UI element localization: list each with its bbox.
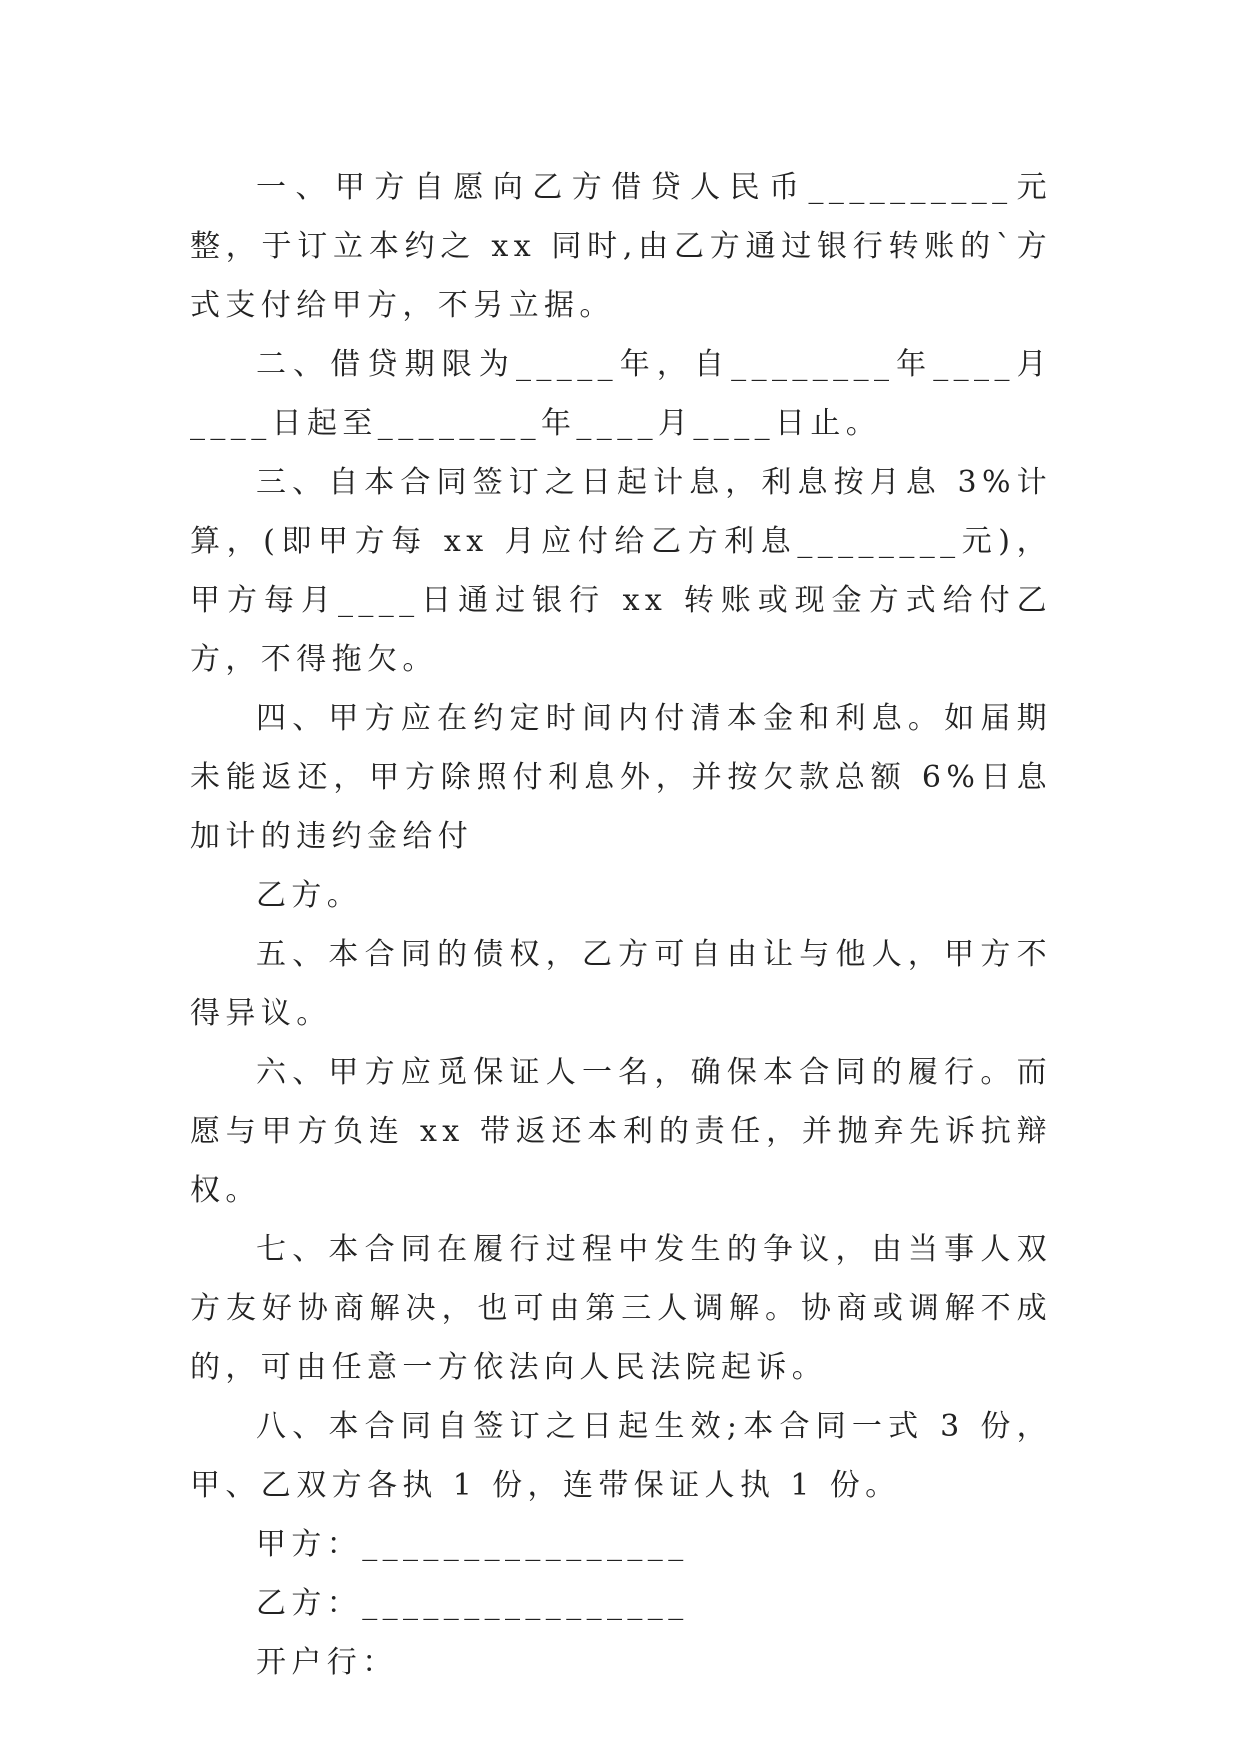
clause-1: 一、甲方自愿向乙方借贷人民币__________元整，于订立本约之 xx 同时,由乙方通过银行转账的`方式支付给甲方，不另立据。 bbox=[190, 170, 1052, 323]
signature-bank: 开户行： bbox=[256, 1645, 398, 1680]
clause-8: 八、本合同自签订之日起生效;本合同一式 3 份，甲、乙双方各执 1 份，连带保证人执 1 份。 bbox=[190, 1409, 1052, 1503]
clause-5: 五、本合同的债权，乙方可自由让与他人，甲方不得异议。 bbox=[190, 937, 1052, 1031]
signature-party-b: 乙方：________________ bbox=[256, 1586, 689, 1621]
clause-2: 二、借贷期限为_____年，自________年____月____日起至________年____月____日止。 bbox=[190, 347, 1052, 441]
clause-6: 六、甲方应觅保证人一名，确保本合同的履行。而愿与甲方负连 xx 带返还本利的责任，并抛弃先诉抗辩权。 bbox=[190, 1055, 1052, 1208]
clause-3: 三、自本合同签订之日起计息，利息按月息 3%计算，(即甲方每 xx 月应付给乙方利息________元)，甲方每月____日通过银行 xx 转账或现金方式给付乙方，不得拖欠。 bbox=[190, 465, 1052, 677]
contract-page bbox=[190, 158, 1052, 1692]
clause-4: 四、甲方应在约定时间内付清本金和利息。如届期未能返还，甲方除照付利息外，并按欠款总额 6%日息加计的违约金给付 bbox=[190, 701, 1052, 854]
signature-party-a: 甲方：________________ bbox=[256, 1527, 689, 1562]
clause-4-continuation: 乙方。 bbox=[256, 878, 363, 913]
clause-7: 七、本合同在履行过程中发生的争议，由当事人双方友好协商解决，也可由第三人调解。协商或调解不成的，可由任意一方依法向人民法院起诉。 bbox=[190, 1232, 1052, 1385]
